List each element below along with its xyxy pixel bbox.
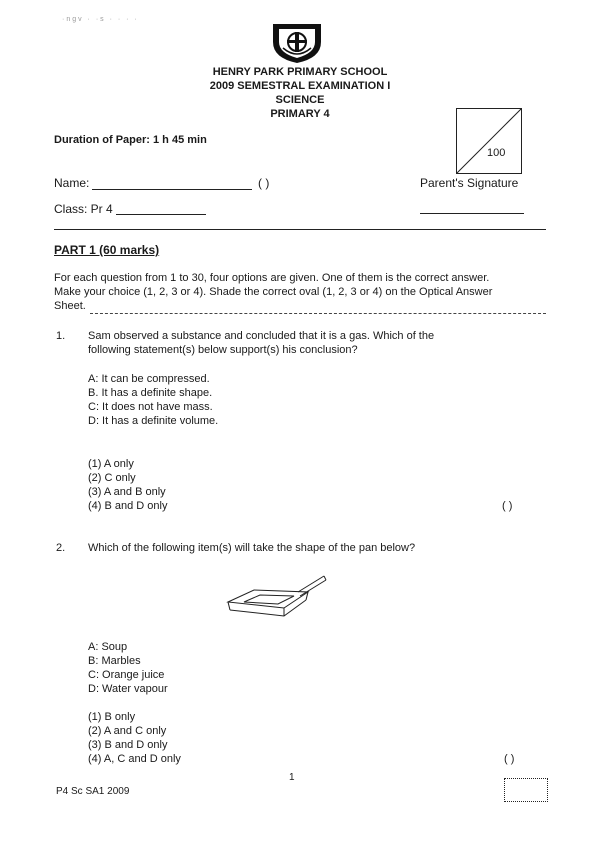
answer-option: (4) A, C and D only	[88, 753, 181, 765]
duration-label: Duration of Paper: 1 h 45 min	[54, 134, 207, 146]
part-title: PART 1 (60 marks)	[54, 243, 160, 257]
instructions-dashed-rule	[90, 313, 546, 314]
question-text: following statement(s) below support(s) his conclusion?	[88, 344, 358, 356]
score-box	[456, 108, 522, 174]
answer-blank[interactable]: ( )	[504, 753, 515, 765]
parent-signature-label: Parent's Signature	[420, 176, 519, 190]
statement: A: Soup	[88, 641, 128, 653]
parent-signature-line[interactable]	[420, 213, 524, 214]
name-field-line[interactable]	[92, 189, 252, 190]
instructions-line-2: Make your choice (1, 2, 3 or 4). Shade the correct oval (1, 2, 3 or 4) on the Optical Answer	[54, 286, 493, 298]
score-box-diagonal	[457, 109, 521, 173]
class-field-line[interactable]	[116, 214, 206, 215]
level-title: PRIMARY 4	[270, 108, 330, 120]
answer-option: (1) A only	[88, 458, 134, 470]
question-text: Which of the following item(s) will take the shape of the pan below?	[88, 542, 416, 554]
answer-option: (2) A and C only	[88, 725, 167, 737]
subject-title: SCIENCE	[275, 94, 325, 106]
header-separator	[54, 229, 546, 230]
instructions-line-1: For each question from 1 to 30, four options are given. One of them is the correct answer.	[54, 272, 490, 284]
answer-option: (2) C only	[88, 472, 136, 484]
answer-option: (3) B and D only	[88, 739, 168, 751]
statement: C: Orange juice	[88, 669, 165, 681]
footer-code: P4 Sc SA1 2009	[56, 786, 130, 797]
statement: A: It can be compressed.	[88, 373, 210, 385]
register-number-paren: ( )	[258, 176, 270, 190]
answer-option: (1) B only	[88, 711, 136, 723]
instructions-line-3: Sheet.	[54, 300, 86, 312]
class-label: Class: Pr 4	[54, 202, 113, 216]
school-name: HENRY PARK PRIMARY SCHOOL	[212, 66, 388, 78]
statement: C: It does not have mass.	[88, 401, 213, 413]
answer-option: (3) A and B only	[88, 486, 166, 498]
school-crest-logo	[269, 20, 325, 64]
score-max: 100	[487, 147, 506, 159]
question-number: 2.	[56, 542, 66, 554]
question-number: 1.	[56, 330, 66, 342]
pan-illustration	[224, 570, 328, 626]
answer-option: (4) B and D only	[88, 500, 168, 512]
exam-title: 2009 SEMESTRAL EXAMINATION I	[209, 80, 391, 92]
marks-box	[504, 778, 548, 802]
question-text: Sam observed a substance and concluded that it is a gas. Which of the	[88, 330, 435, 342]
page-number: 1	[289, 772, 295, 783]
answer-blank[interactable]: ( )	[502, 500, 513, 512]
name-label: Name:	[54, 176, 90, 190]
statement: B: Marbles	[88, 655, 141, 667]
statement: D: Water vapour	[88, 683, 168, 695]
statement: B. It has a definite shape.	[88, 387, 213, 399]
statement: D: It has a definite volume.	[88, 415, 219, 427]
margin-scribble: ·ngv · ·s · · · ·	[62, 16, 139, 23]
